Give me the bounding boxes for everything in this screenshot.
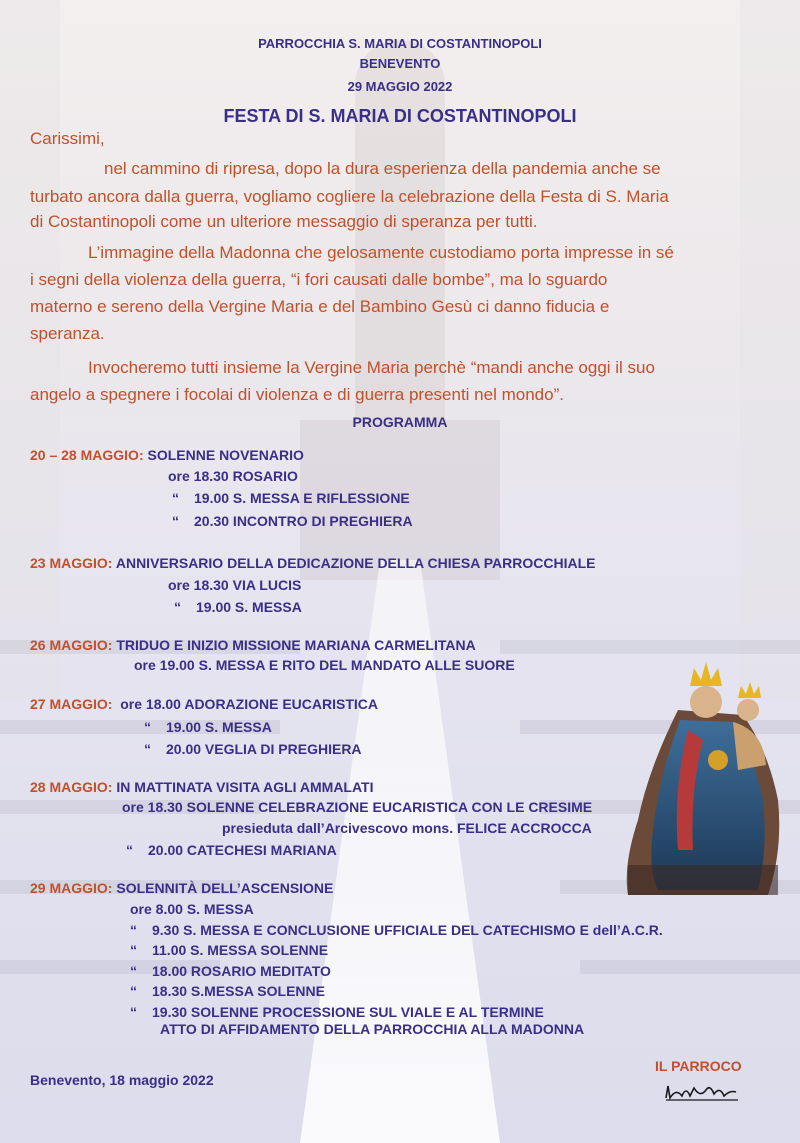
program-item: “ 20.00 CATECHESI MARIANA [126,842,337,858]
programma-heading: PROGRAMMA [352,414,448,430]
program-day: 29 MAGGIO: SOLENNITÀ DELL’ASCENSIONE [30,880,334,896]
program-item: “ 19.00 S. MESSA [144,719,272,735]
program-day: 23 MAGGIO: ANNIVERSARIO DELLA DEDICAZIONE DELLA CHIESA PARROCCHIALE [30,555,596,571]
madonna-icon [618,650,788,900]
page-title: FESTA DI S. MARIA DI COSTANTINOPOLI [223,106,577,126]
program-item: ore 18.30 SOLENNE CELEBRAZIONE EUCARISTICA CON LE CRESIME [122,799,593,815]
letter-line: materno e sereno della Vergine Maria e del Bambino Gesù ci danno fiducia e [30,297,610,316]
program-event: ore 18.00 ADORAZIONE EUCARISTICA [120,696,378,712]
program-item: ore 18.30 ROSARIO [168,468,298,484]
program-item: ore 8.00 S. MESSA [130,901,254,917]
program-day: 26 MAGGIO: TRIDUO E INIZIO MISSIONE MARIANA CARMELITANA [30,637,476,653]
program-day: 28 MAGGIO: IN MATTINATA VISITA AGLI AMMALATI [30,779,374,795]
letter-line: L’immagine della Madonna che gelosamente custodiamo porta impresse in sé [88,243,674,262]
place-date: Benevento, 18 maggio 2022 [30,1072,214,1088]
program-date: 28 MAGGIO [30,779,108,795]
program-date: 20 – 28 MAGGIO [30,447,139,463]
program-item: “ 11.00 S. MESSA SOLENNE [130,942,329,958]
letter-line: speranza. [30,324,105,343]
program-item: “ 19.00 S. MESSA [174,599,302,615]
program-date: 29 MAGGIO [30,880,108,896]
program-item: “ 20.00 VEGLIA DI PREGHIERA [144,741,362,757]
program-date: 27 MAGGIO [30,696,108,712]
program-event: ANNIVERSARIO DELLA DEDICAZIONE DELLA CHIESA PARROCCHIALE [115,555,596,571]
letter-line: i segni della violenza della guerra, “i fori causati dalle bombe”, ma lo sguardo [30,270,608,289]
program-event: SOLENNE NOVENARIO [147,447,304,463]
program-item: ATTO DI AFFIDAMENTO DELLA PARROCCHIA ALLA MADONNA [160,1021,585,1037]
program-event: TRIDUO E INIZIO MISSIONE MARIANA CARMELITANA [116,637,476,653]
letter-line: Invocheremo tutti insieme la Vergine Maria perchè “mandi anche oggi il suo [88,358,655,377]
program-item: “ 9.30 S. MESSA E CONCLUSIONE UFFICIALE DEL CATECHISMO E dell’A.C.R. [130,922,663,938]
letter-line: nel cammino di ripresa, dopo la dura esperienza della pandemia anche se [104,159,661,178]
city-name: BENEVENTO [359,56,441,71]
letter-line: di Costantinopoli come un ulteriore messaggio di speranza per tutti. [30,212,538,231]
program-day: 20 – 28 MAGGIO: SOLENNE NOVENARIO [30,447,304,463]
program-item: “ 18.00 ROSARIO MEDITATO [130,963,331,979]
program-event: SOLENNITÀ DELL’ASCENSIONE [116,880,334,896]
program-item: “ 18.30 S.MESSA SOLENNE [130,983,325,999]
program-event: IN MATTINATA VISITA AGLI AMMALATI [116,779,374,795]
program-day: 27 MAGGIO: ore 18.00 ADORAZIONE EUCARISTICA [30,696,378,712]
letter-line: turbato ancora dalla guerra, vogliamo cogliere la celebrazione della Festa di S. Maria [30,187,669,206]
program-date: 23 MAGGIO [30,555,108,571]
program-item: presieduta dall’Arcivescovo mons. FELICE ACCROCCA [222,820,592,836]
letter-line: angelo a spegnere i focolai di violenza e di guerra presenti nel mondo”. [30,385,564,404]
signer-title: IL PARROCO [655,1058,742,1074]
letter-salutation: Carissimi, [30,129,105,148]
program-date: 26 MAGGIO [30,637,108,653]
program-item: ore 18.30 VIA LUCIS [168,577,302,593]
signature-icon [662,1080,742,1104]
program-item: “ 19.00 S. MESSA E RIFLESSIONE [172,490,410,506]
parish-name: PARROCCHIA S. MARIA DI COSTANTINOPOLI [258,36,542,51]
program-item: “ 20.30 INCONTRO DI PREGHIERA [172,513,413,529]
program-item: “ 19.30 SOLENNE PROCESSIONE SUL VIALE E AL TERMINE [130,1004,544,1020]
feast-date: 29 MAGGIO 2022 [347,79,453,94]
program-item: ore 19.00 S. MESSA E RITO DEL MANDATO ALLE SUORE [134,657,515,673]
